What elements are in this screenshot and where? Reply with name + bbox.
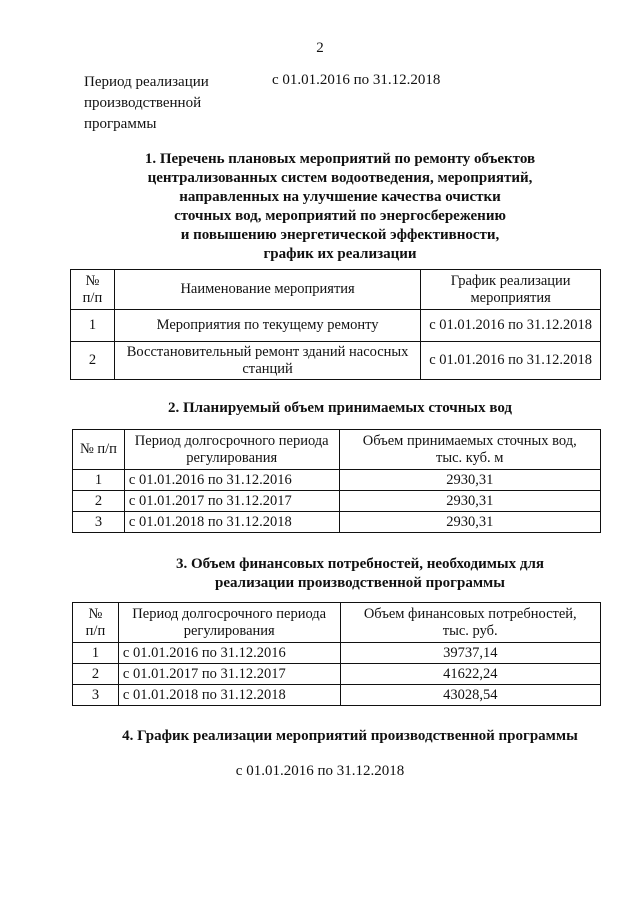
- measures-table: [70, 269, 601, 380]
- row-volume: 2930,31: [339, 491, 600, 512]
- section1-title-line: направленных на улучшение качества очистки: [179, 189, 501, 205]
- section1-title-line: график их реализации: [263, 246, 417, 262]
- row-num: 2: [71, 342, 115, 380]
- table-header-row: [73, 430, 601, 470]
- table-header-row: [71, 270, 601, 310]
- row-schedule: с 01.01.2016 по 31.12.2018: [421, 310, 601, 342]
- row-name: Мероприятия по текущему ремонту: [114, 310, 420, 342]
- period-value: с 01.01.2016 по 31.12.2018: [272, 72, 441, 88]
- row-period: с 01.01.2017 по 31.12.2017: [118, 664, 340, 685]
- table-row: [73, 491, 601, 512]
- section3-title-line: реализации производственной программы: [215, 575, 505, 591]
- wastewater-volume-table: [72, 429, 601, 533]
- row-period: с 01.01.2016 по 31.12.2016: [118, 643, 340, 664]
- row-num: 1: [73, 643, 119, 664]
- header-finance: Объем финансовых потребностей, тыс. руб.: [340, 603, 601, 643]
- row-period: с 01.01.2016 по 31.12.2016: [124, 470, 339, 491]
- row-num: 2: [73, 664, 119, 685]
- table-header-row: [73, 603, 601, 643]
- header-num: № п/п: [71, 270, 115, 310]
- row-num: 3: [73, 512, 125, 533]
- header-schedule: График реализации мероприятия: [421, 270, 601, 310]
- table-row: [71, 310, 601, 342]
- section3-title: [120, 555, 600, 593]
- row-volume: 2930,31: [339, 512, 600, 533]
- row-period: с 01.01.2017 по 31.12.2017: [124, 491, 339, 512]
- section1-title-line: централизованных систем водоотведения, мероприятий,: [147, 170, 533, 186]
- period-label-line: производственной: [84, 95, 202, 111]
- row-name: Восстановительный ремонт зданий насосных станций: [114, 342, 420, 380]
- page-number: 2: [316, 40, 324, 56]
- section4-period: с 01.01.2016 по 31.12.2018: [235, 763, 405, 779]
- table-row: [73, 512, 601, 533]
- table-row: [73, 664, 601, 685]
- header-volume: Объем принимаемых сточных вод, тыс. куб. м: [339, 430, 600, 470]
- row-num: 2: [73, 491, 125, 512]
- row-num: 3: [73, 685, 119, 706]
- period-label: [84, 72, 244, 135]
- section4-title: 4. График реализации мероприятий производственной программы: [122, 728, 578, 744]
- table-row: [73, 643, 601, 664]
- row-num: 1: [73, 470, 125, 491]
- row-period: с 01.01.2018 по 31.12.2018: [124, 512, 339, 533]
- row-schedule: с 01.01.2016 по 31.12.2018: [421, 342, 601, 380]
- section2-title: 2. Планируемый объем принимаемых сточных вод: [167, 400, 513, 416]
- table-row: [73, 470, 601, 491]
- section1-title: [120, 150, 560, 264]
- row-num: 1: [71, 310, 115, 342]
- row-period: с 01.01.2018 по 31.12.2018: [118, 685, 340, 706]
- header-num: № п/п: [73, 603, 119, 643]
- header-period: Период долгосрочного периода регулирования: [118, 603, 340, 643]
- table-row: [73, 685, 601, 706]
- header-period: Период долгосрочного периода регулирования: [124, 430, 339, 470]
- row-finance: 43028,54: [340, 685, 601, 706]
- table-row: [71, 342, 601, 380]
- header-num: № п/п: [73, 430, 125, 470]
- section1-title-line: и повышению энергетической эффективности,: [180, 227, 500, 243]
- section1-title-line: сточных вод, мероприятий по энергосбережению: [174, 208, 506, 224]
- section3-title-line: 3. Объем финансовых потребностей, необходимых для: [175, 556, 545, 572]
- row-finance: 39737,14: [340, 643, 601, 664]
- period-label-line: Период реализации: [84, 74, 209, 90]
- period-label-line: программы: [84, 116, 157, 132]
- header-name: Наименование мероприятия: [114, 270, 420, 310]
- financial-needs-table: [72, 602, 601, 706]
- section1-title-line: 1. Перечень плановых мероприятий по ремонту объектов: [144, 151, 536, 167]
- row-volume: 2930,31: [339, 470, 600, 491]
- row-finance: 41622,24: [340, 664, 601, 685]
